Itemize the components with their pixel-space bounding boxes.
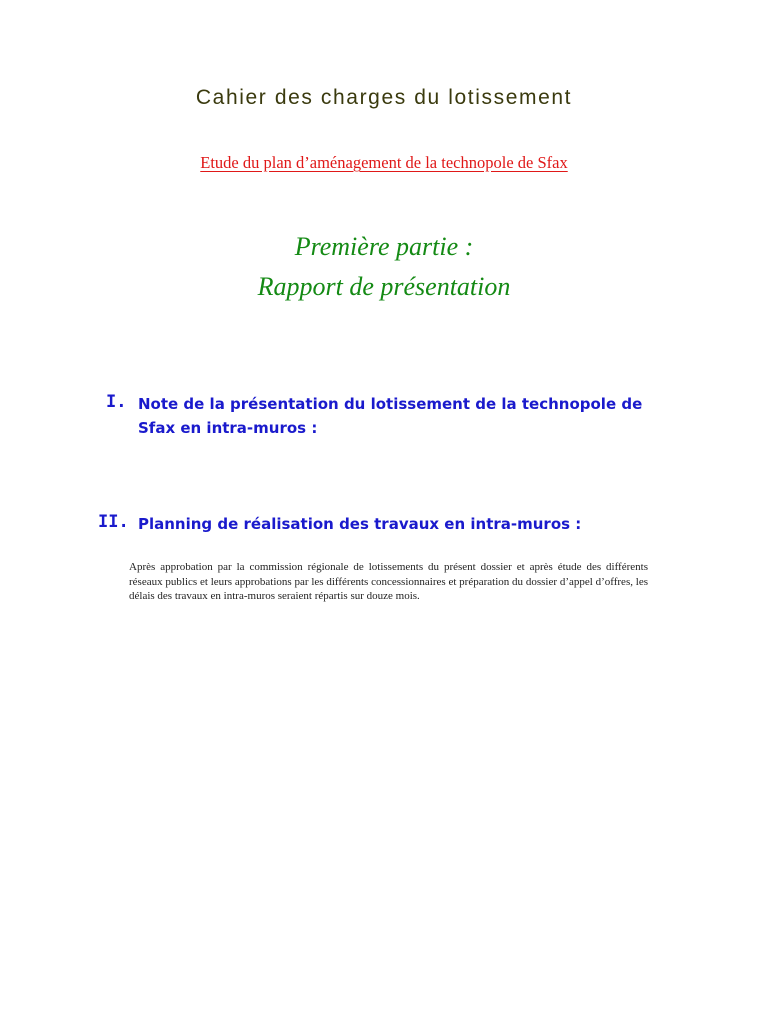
document-title: Cahier des charges du lotissement — [195, 86, 573, 109]
document-subtitle: Etude du plan d’aménagement de la technopole de Sfax — [200, 153, 568, 172]
section-1-heading: Note de la présentation du lotissement de la technopole de Sfax en intra-muros : — [138, 395, 643, 437]
section-2-number: II. — [98, 512, 129, 532]
section-2-body-paragraph: Après approbation par la commission régionale de lotissements du présent dossier et après étude des différents réseaux publics et leurs approbations par les différents concessionnaires et préparation du dossier d’appel d’offres, les délais des travaux en intra-muros seraient répartis sur douze mois. — [129, 561, 648, 603]
part-heading-number: Première partie : — [294, 232, 474, 261]
section-1-number: I. — [106, 392, 127, 412]
part-heading-title: Rapport de présentation — [257, 272, 511, 301]
section-2-heading: Planning de réalisation des travaux en intra-muros : — [138, 515, 582, 533]
